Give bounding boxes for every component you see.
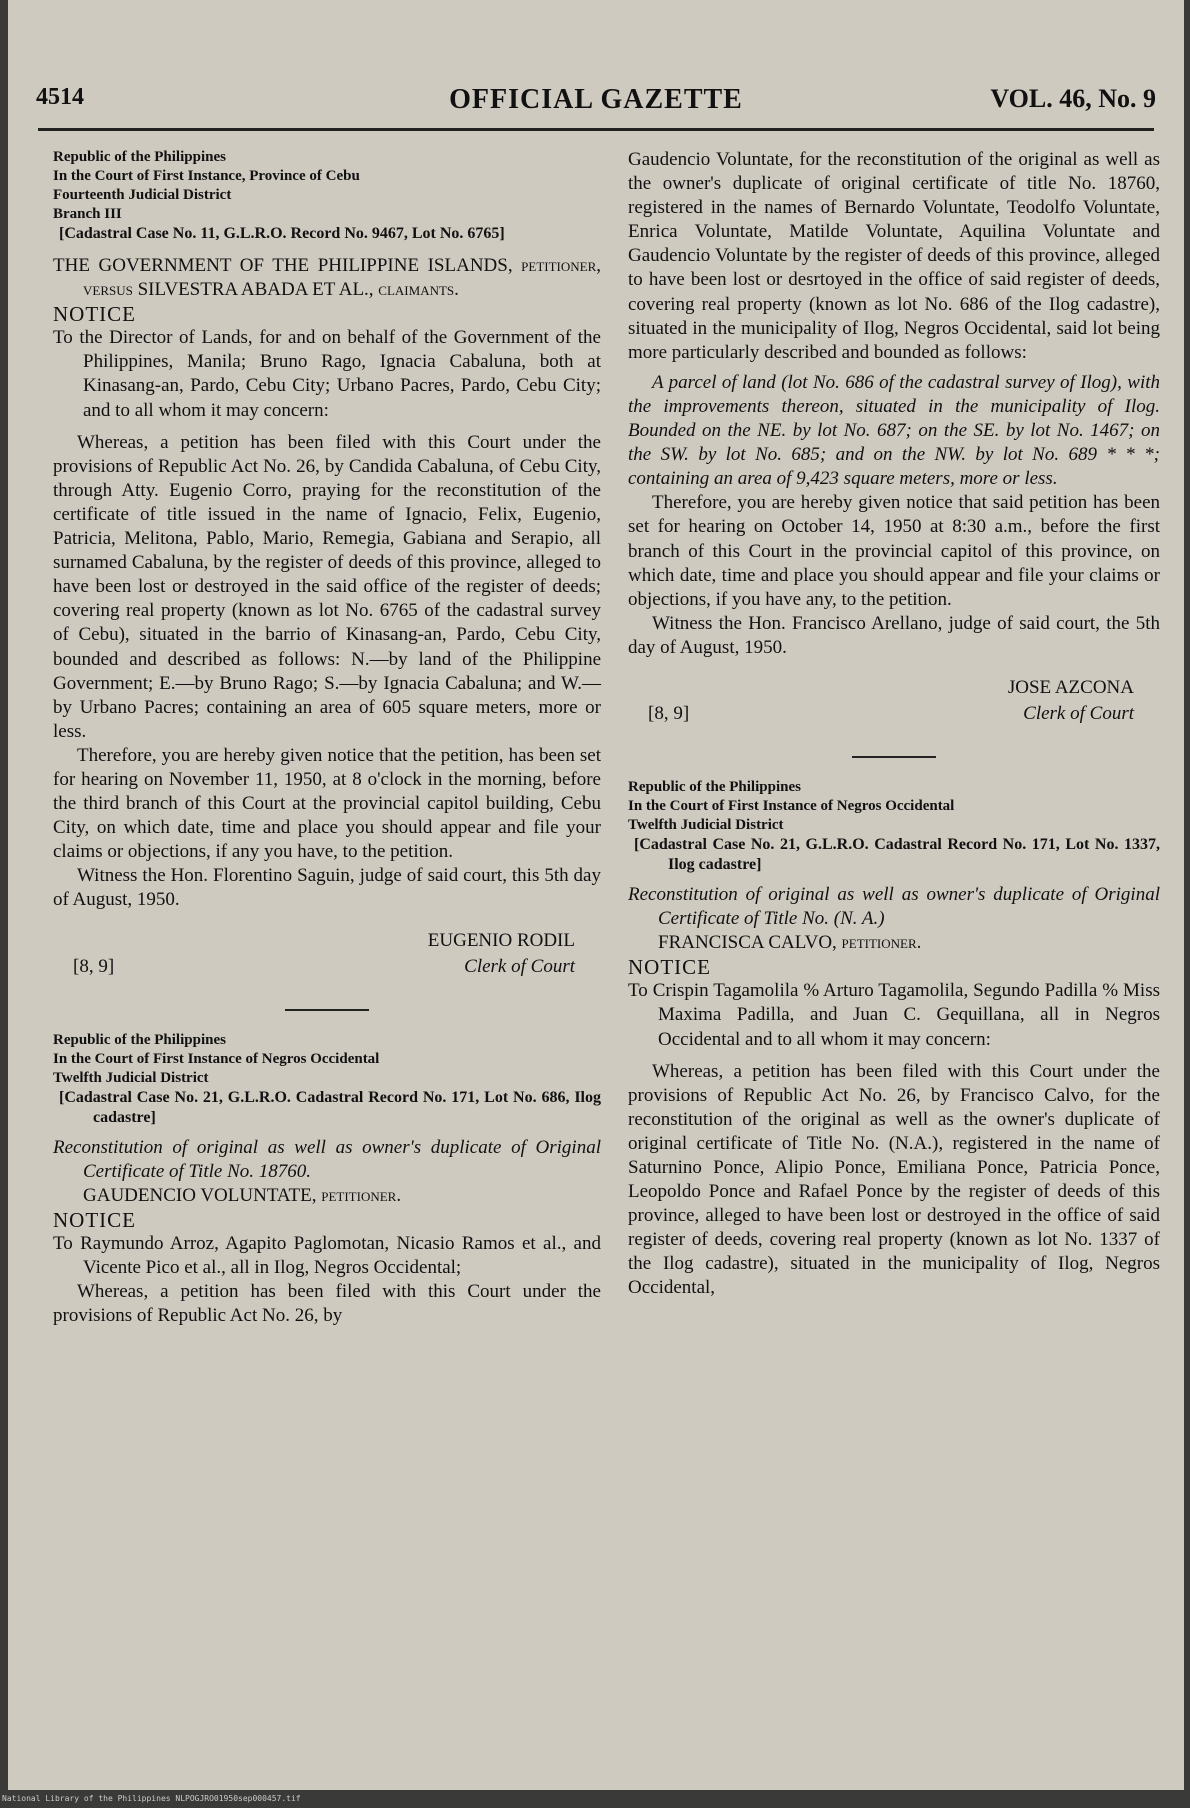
- scan-footer: National Library of the Philippines NLPOGJRO01950sep000457.tif: [2, 1794, 301, 1803]
- publication-title: OFFICIAL GAZETTE: [449, 84, 743, 115]
- petitioner: GAUDENCIO VOLUNTATE, petitioner.: [83, 1184, 402, 1206]
- case-reference: [Cadastral Case No. 11, G.L.R.O. Record No. 9467, Lot No. 6765]: [59, 225, 505, 242]
- notice-heading: NOTICE: [628, 955, 711, 980]
- section-divider: [285, 1009, 369, 1011]
- header-rule: [38, 128, 1154, 131]
- volume-number: VOL. 46, No. 9: [990, 84, 1156, 113]
- notice-heading: NOTICE: [53, 302, 136, 327]
- addressees: To Crispin Tagamolila % Arturo Tagamolila, Segundo Padilla % Miss Maxima Padilla, and Juan C. Gequillana, all in Negros Occidental and to all whom it may concern:: [628, 980, 1160, 1050]
- court-heading: In the Court of First Instance of Negros Occidental: [53, 1050, 380, 1067]
- signature-block: [53, 929, 601, 983]
- court-heading: Fourteenth Judicial District: [53, 187, 232, 203]
- court-heading: In the Court of First Instance of Negros Occidental: [628, 797, 955, 814]
- left-column: [53, 148, 601, 1328]
- notice-heading: NOTICE: [53, 1207, 136, 1232]
- clerk-name: EUGENIO RODIL: [427, 929, 575, 951]
- court-heading: Twelfth Judicial District: [53, 1069, 209, 1086]
- court-heading: In the Court of First Instance, Province of Cebu: [53, 168, 360, 184]
- whereas-paragraph: Whereas, a petition has been filed with this Court under the provisions of Republic Act No. 26, by: [53, 1281, 601, 1327]
- issue-numbers: [8, 9]: [73, 955, 115, 977]
- therefore-paragraph: Therefore, you are hereby given notice that said petition has been set for hearing on October 14, 1950 at 8:30 a.m., before the first branch of this Court in the provincial capitol of this province, on which date, time and place you should appear and file your claims or objections, if you have any, to the petition.: [628, 492, 1160, 610]
- case-reference: [Cadastral Case No. 21, G.L.R.O. Cadastral Record No. 171, Lot No. 1337, Ilog cadastre]: [634, 835, 1160, 873]
- case-reference: [Cadastral Case No. 21, G.L.R.O. Cadastral Record No. 171, Lot No. 686, Ilog cadastre]: [59, 1088, 601, 1126]
- court-heading: Branch III: [53, 206, 122, 222]
- clerk-name: JOSE AZCONA: [1007, 676, 1134, 698]
- issue-numbers: [8, 9]: [648, 702, 690, 724]
- witness-paragraph: Witness the Hon. Florentino Saguin, judge of said court, this 5th day of August, 1950.: [53, 865, 601, 911]
- therefore-paragraph: Therefore, you are hereby given notice that the petition, has been set for hearing on November 11, 1950, at 8 o'clock in the morning, before the third branch of this Court at the provincial capitol building, Cebu City, on which date, time and place you should appear and file your claims or objections, if any you have, to the petition.: [53, 744, 601, 863]
- reconstitution-title: Reconstitution of original as well as owner's duplicate of Original Certificate of Title No. 18760.: [53, 1136, 601, 1182]
- section-divider: [852, 756, 936, 758]
- reconstitution-title: Reconstitution of original as well as owner's duplicate of Original Certificate of Title No. (N. A.): [628, 883, 1160, 930]
- gazette-page: [8, 0, 1184, 1790]
- court-heading: Republic of the Philippines: [53, 1031, 226, 1048]
- court-heading: Republic of the Philippines: [53, 149, 226, 165]
- parcel-description: A parcel of land (lot No. 686 of the cadastral survey of Ilog), with the improvements thereon, situated in the municipality of Ilog. Bounded on the NE. by lot No. 687; on the SE. by lot No. 1467; on the SW. by lot No. 685; and on the NW. by lot No. 689 * * *; containing an area of 9,423 square meters, more or less.: [628, 371, 1160, 490]
- addressees: To the Director of Lands, for and on behalf of the Government of the Philippines, Manila; Bruno Rago, Ignacia Cabaluna, both at Kinasang-an, Pardo, Cebu City; Urbano Pacres, Pardo, Cebu City; and to all whom it may concern:: [53, 327, 601, 421]
- whereas-paragraph: Whereas, a petition has been filed with this Court under the provisions of Republic Act No. 26, by Candida Cabaluna, of Cebu City, through Atty. Eugenio Corro, praying for the reconstitution of the certificate of title issued in the name of Ignacio, Felix, Eugenio, Patricia, Melitona, Pablo, Mario, Remegia, Gabiana and Serapio, all surnamed Cabaluna, by the register of deeds of this province, alleged to have been lost or destroyed in the said office of the register of deeds; covering real property (known as lot No. 6765 of the cadastral survey of Cebu), situated in the barrio of Kinasang-an, Pardo, Cebu City, bounded and described as follows: N.—by land of the Philippine Government; E.—by Bruno Rago; S.—by Ignacia Cabaluna; and W.—by Urbano Pacres; containing an area of 605 square meters, more or less.: [53, 431, 601, 742]
- right-column: [628, 148, 1160, 1301]
- parties: THE GOVERNMENT OF THE PHILIPPINE ISLANDS, petitioner, versus SILVESTRA ABADA ET AL., claimants.: [53, 255, 601, 301]
- whereas-paragraph: Whereas, a petition has been filed with this Court under the provisions of Republic Act No. 26, by Francisco Calvo, for the reconstitution of the original as well as the owner's duplicate of original certificate of Title No. (N.A.), registered in the name of Saturnino Ponce, Alipio Ponce, Emiliana Ponce, Patricia Ponce, Leopoldo Ponce and Rafael Ponce by the register of deeds of this province, alleged to have been lost or destroyed in the office of said register of deeds, covering real property (known as lot No. 1337 of the Ilog cadastre), situated in the municipality of Ilog, Negros Occidental,: [628, 1060, 1160, 1299]
- signature-block: [628, 676, 1160, 730]
- clerk-title: Clerk of Court: [464, 955, 575, 977]
- page-number: 4514: [36, 84, 84, 110]
- petitioner: FRANCISCA CALVO, petitioner.: [658, 932, 922, 954]
- witness-paragraph: Witness the Hon. Francisco Arellano, judge of said court, the 5th day of August, 1950.: [628, 612, 1160, 658]
- addressees: To Raymundo Arroz, Agapito Paglomotan, Nicasio Ramos et al., and Vicente Pico et al., all in Ilog, Negros Occidental;: [53, 1232, 601, 1278]
- court-heading: Twelfth Judicial District: [628, 816, 784, 833]
- court-heading: Republic of the Philippines: [628, 778, 801, 795]
- continued-paragraph: Gaudencio Voluntate, for the reconstitution of the original as well as the owner's duplicate of original certificate of title No. 18760, registered in the names of Bernardo Voluntate, Teodolfo Voluntate, Enrica Voluntate, Matilde Voluntate, Aquilina Voluntate and Gaudencio Voluntate by the register of deeds of this province, alleged to have been lost or desrtoyed in the office of said register of deeds, covering real property (known as lot No. 686 of the Ilog cadastre), situated in the municipality of Ilog, Negros Occidental, said lot being more particularly described and bounded as follows:: [628, 149, 1160, 363]
- clerk-title: Clerk of Court: [1023, 702, 1134, 724]
